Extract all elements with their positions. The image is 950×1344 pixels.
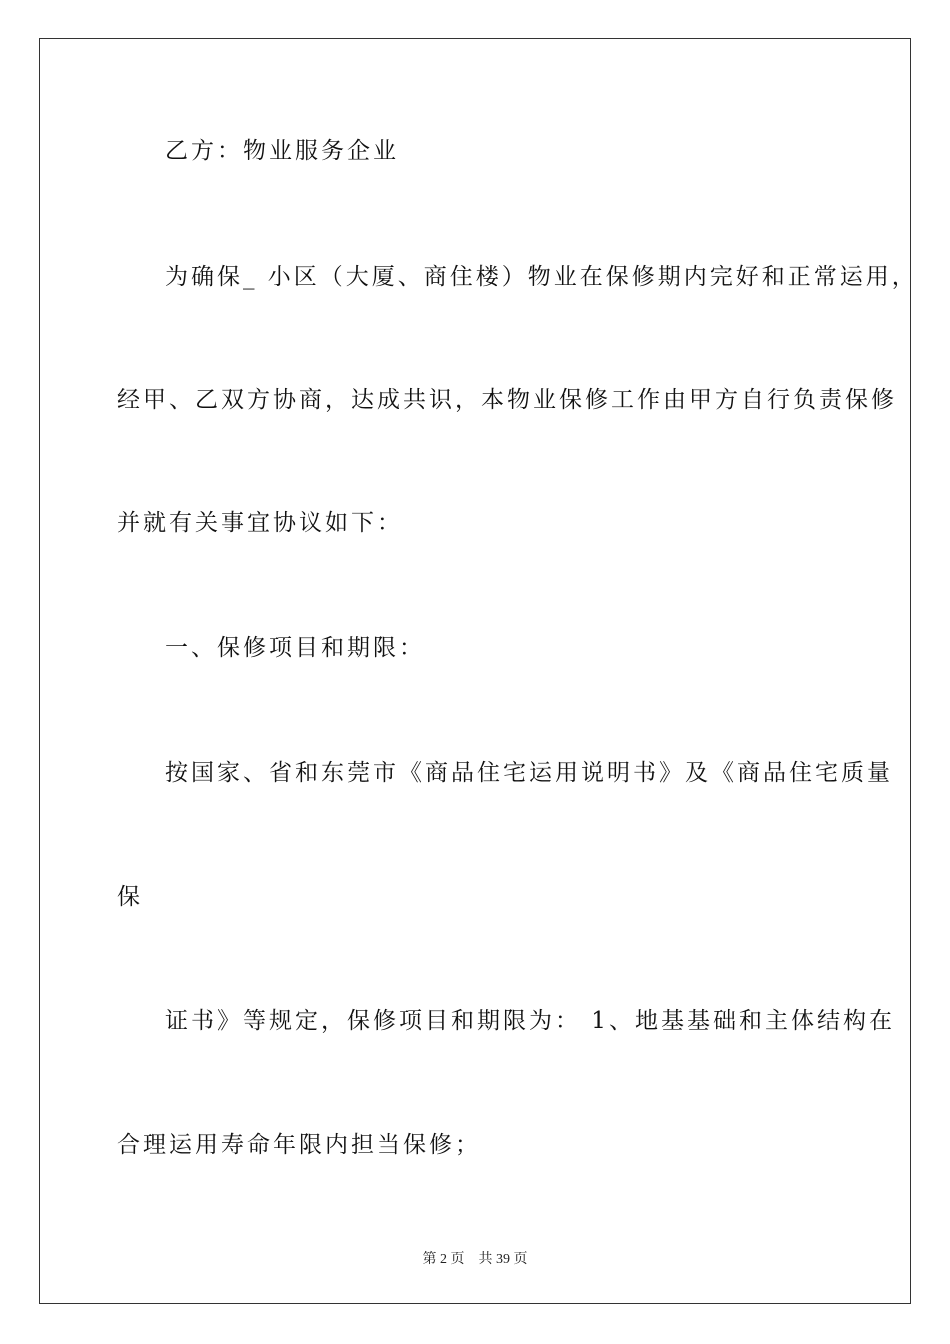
page-border [39,38,911,1304]
section-heading: 一、保修项目和期限： [165,635,425,661]
party-b-line: 乙方：物业服务企业 [165,138,399,164]
page-footer [0,1248,950,1268]
paragraph-line: 经甲、乙双方协商，达成共识，本物业保修工作由甲方自行负责保修 [117,387,897,413]
paragraph-line: 证书》等规定，保修项目和期限为： 1、地基基础和主体结构在 [165,1008,895,1034]
paragraph-line: 保 [117,884,143,910]
paragraph-line: 按国家、省和东莞市《商品住宅运用说明书》及《商品住宅质量 [165,760,893,786]
page-total: 共 39 页 [478,1252,528,1267]
paragraph-line: 并就有关事宜协议如下： [117,510,403,536]
page-number: 第 2 页 [422,1252,465,1267]
paragraph-line: 合理运用寿命年限内担当保修； [117,1132,481,1158]
paragraph-line: 为确保_ 小区（大厦、商住楼）物业在保修期内完好和正常运用， [165,264,918,290]
